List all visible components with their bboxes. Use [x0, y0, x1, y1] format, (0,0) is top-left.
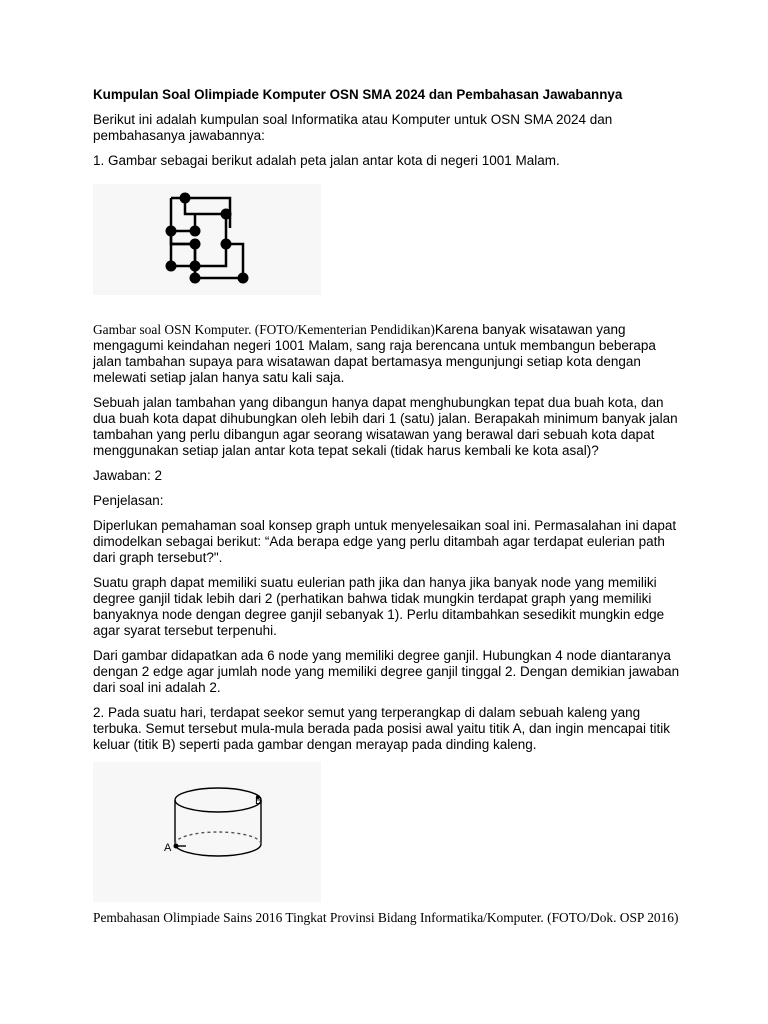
graph-figure	[93, 184, 683, 295]
explanation-label: Penjelasan:	[93, 493, 164, 508]
paragraph-tourism: Karena banyak wisatawan yang mengagumi keindahan negeri 1001 Malam, sang raja berencana untuk membangun beberapa jalan tambahan supaya para wisatawan dapat bertamasya mengunjungi setiap kota dengan melewati setiap jalan hanya satu kali saja.	[93, 322, 656, 385]
can-figure	[93, 762, 683, 902]
question-1-detail: Sebuah jalan tambahan yang dibangun hanya dapat menghubungkan tepat dua buah kota, dan dua buah kota dapat dihubungkan oleh lebih dari 1 (satu) jalan. Berapakah minimum banyak jalan tambahan yang perlu dibangun agar seorang wisatawan yang berawal dari sebuah kota dapat menggunakan setiap jalan antar kota tepat sekali (tidak harus kembali ke kota asal)?	[93, 395, 678, 458]
label-b: B	[255, 795, 263, 807]
label-a: A	[164, 842, 172, 854]
cylinder-drawing	[93, 762, 323, 902]
explanation-1: Diperlukan pemahaman soal konsep graph untuk menyelesaikan soal ini. Permasalahan ini dapat dimodelkan sebagai berikut: “Ada berapa edge yang perlu ditambah agar terdapat eulerian path dari graph tersebut?".	[93, 518, 677, 565]
explanation-3: Dari gambar didapatkan ada 6 node yang memiliki degree ganjil. Hubungkan 4 node diantaranya dengan 2 edge agar jumlah node yang memiliki degree ganjil tinggal 2. Dengan demikian jawaban dari soal ini adalah 2.	[93, 648, 680, 695]
article-title: Kumpulan Soal Olimpiade Komputer OSN SMA 2024 dan Pembahasan Jawabannya	[93, 87, 623, 102]
answer: Jawaban: 2	[93, 468, 163, 483]
explanation-2: Suatu graph dapat memiliki suatu eulerian path jika dan hanya jika banyak node yang memiliki degree ganjil tidak lebih dari 2 (perhatikan bahwa tidak mungkin terdapat graph yang memiliki banyaknya node dengan degree ganjil sebanyak 1). Perlu ditambahkan sesedikit mungkin edge agar syarat tersebut terpenuhi.	[93, 575, 665, 638]
figure-2-caption: Pembahasan Olimpiade Sains 2016 Tingkat Provinsi Bidang Informatika/Komputer. (FOTO/Dok. OSP 2016)	[93, 910, 679, 925]
question-2: 2. Pada suatu hari, terdapat seekor semut yang terperangkap di dalam sebuah kaleng yang terbuka. Semut tersebut mula-mula berada pada posisi awal yaitu titik A, dan ingin mencapai titik keluar (titik B) seperti pada gambar dengan merayap pada dinding kaleng.	[93, 705, 671, 752]
caption-and-paragraph	[93, 322, 683, 386]
road-map-graph	[93, 184, 323, 295]
intro-paragraph: Berikut ini adalah kumpulan soal Informatika atau Komputer untuk OSN SMA 2024 dan pembahasanya jawabannya:	[93, 112, 613, 143]
figure-1-caption: Gambar soal OSN Komputer. (FOTO/Kementerian Pendidikan)	[93, 322, 435, 337]
question-1: 1. Gambar sebagai berikut adalah peta jalan antar kota di negeri 1001 Malam.	[93, 153, 560, 168]
article	[93, 86, 683, 925]
